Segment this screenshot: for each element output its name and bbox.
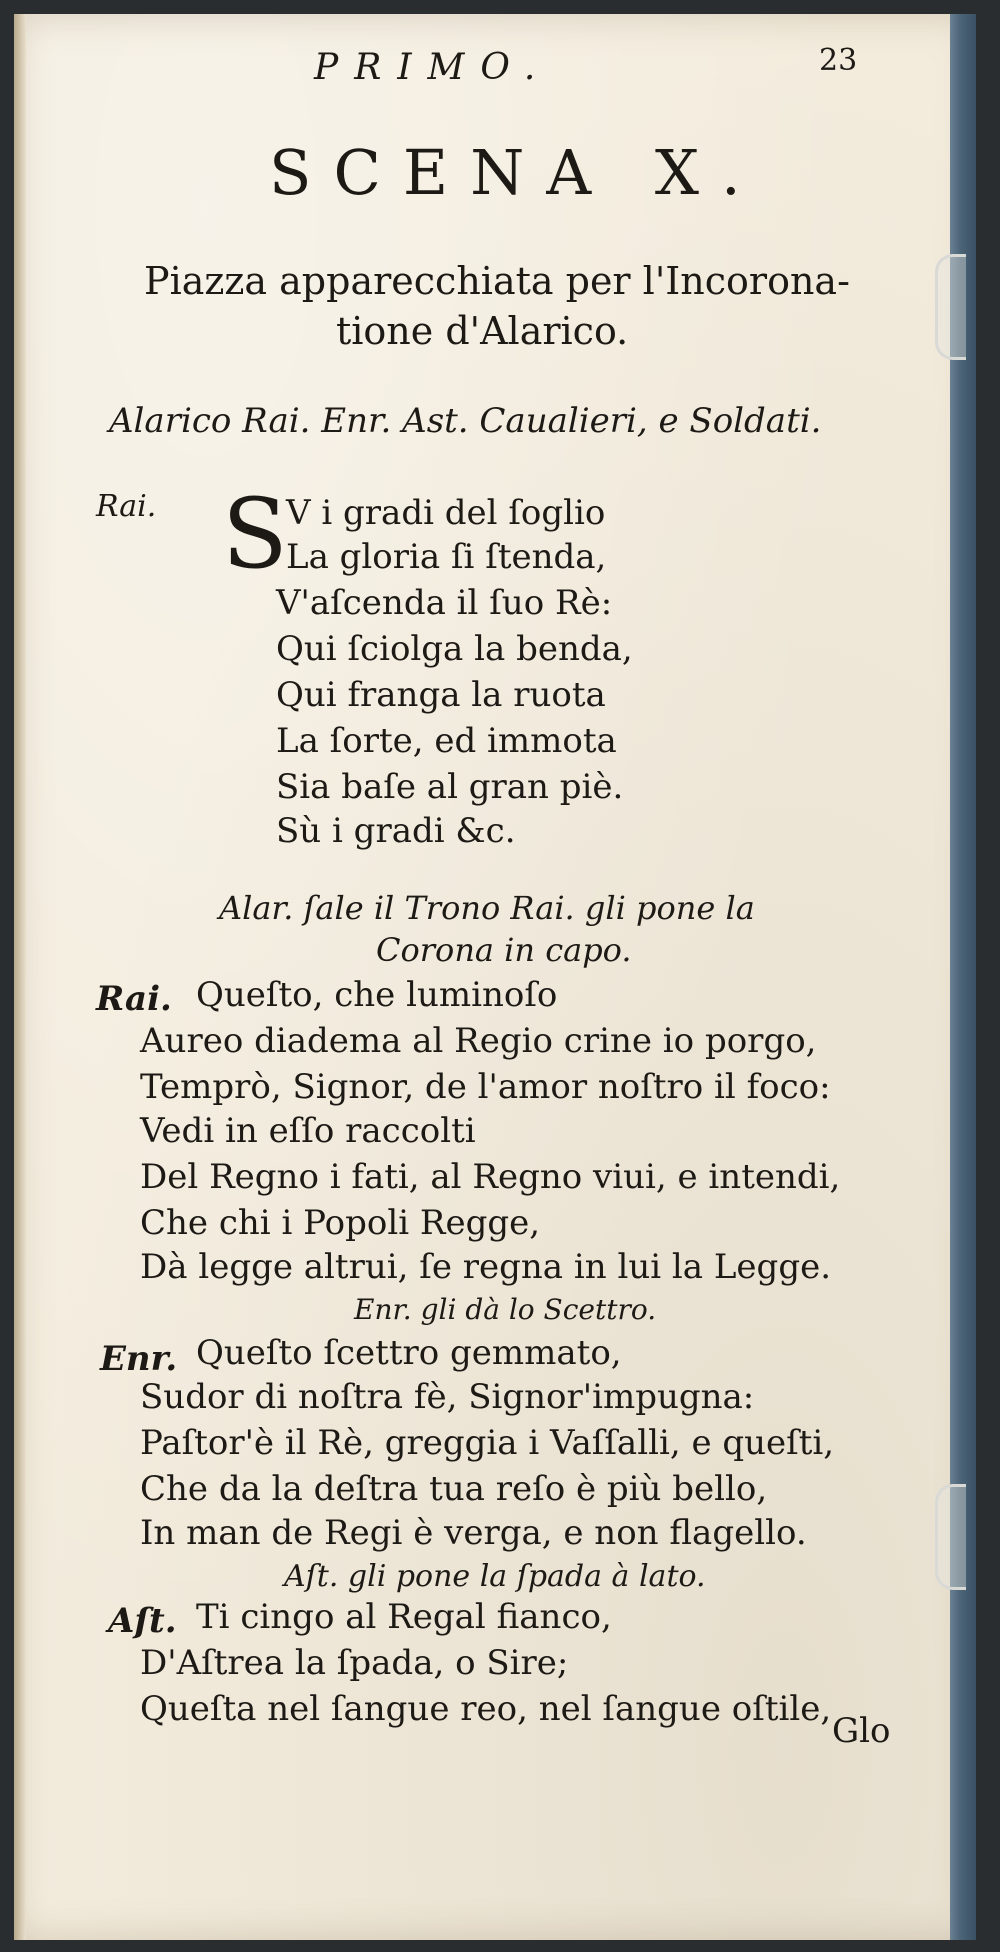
speaker-label: Enr. [100,1339,178,1379]
verse-line: Temprò, Signor, de l'amor noſtro il foco: [140,1067,831,1107]
verse-line: Vedi in eſſo raccolti [140,1111,476,1151]
verse-line: Qui franga la ruota [276,675,606,715]
catchword: Glo [832,1711,891,1751]
verse-line: V'aſcenda il ſuo Rè: [276,583,613,623]
page-clip-icon [935,254,966,360]
page-gutter [14,14,26,1940]
scene-title: SCENA X. [269,136,763,209]
running-head: PRIMO. [314,47,552,88]
speaker-label: Rai. [96,979,172,1019]
verse-line: Queſta nel ſangue reo, nel ſangue oſtile, [140,1689,832,1729]
verse-line: Ti cingo al Regal fianco, [196,1597,612,1637]
stage-direction: Alar. ſale il Trono Rai. gli pone la [219,889,755,927]
verse-line: La gloria ſi ſtenda, [286,537,607,577]
setting-line: Piazza apparecchiata per l'Incorona- [144,259,850,303]
verse-line: Che chi i Popoli Regge, [140,1203,541,1243]
verse-line: Paſtor'è il Rè, greggia i Vaſſalli, e queſti, [140,1423,835,1463]
verse-line: Sù i gradi &c. [276,811,516,851]
verse-line: Che da la deſtra tua reſo è più bello, [140,1469,768,1509]
book-page [14,14,976,1940]
drop-cap: S [222,478,288,590]
verse-line: In man de Regi è verga, e non flagello. [140,1513,807,1553]
verse-line: Queſto ſcettro gemmato, [196,1333,622,1373]
stage-direction: Aſt. gli pone la ſpada à lato. [284,1559,706,1594]
verse-line: Sia baſe al gran piè. [276,767,624,807]
verse-line: La ſorte, ed immota [276,721,617,761]
verse-line: Queſto, che luminoſo [196,975,558,1015]
verse-line: Dà legge altrui, ſe regna in lui la Legge. [140,1247,832,1287]
stage-direction: Enr. gli dà lo Scettro. [354,1293,657,1326]
cast-list: Alarico Rai. Enr. Ast. Caualieri, e Soldati. [109,401,822,441]
setting-line: tione d'Alarico. [336,309,629,353]
speaker-label: Aſt. [108,1601,177,1641]
verse-line: D'Aſtrea la ſpada, o Sire; [140,1643,569,1683]
stage-direction: Corona in capo. [376,931,632,969]
verse-line: Aureo diadema al Regio crine io porgo, [140,1021,817,1061]
speaker-label: Rai. [96,489,157,524]
page-number: 23 [819,43,858,78]
verse-line: Sudor di noſtra fè, Signor'impugna: [140,1377,755,1417]
verse-line: Qui ſciolga la benda, [276,629,633,669]
page-clip-icon [935,1484,966,1590]
verse-line: V i gradi del ſoglio [286,493,606,533]
verse-line: Del Regno i fati, al Regno viui, e intendi, [140,1157,841,1197]
